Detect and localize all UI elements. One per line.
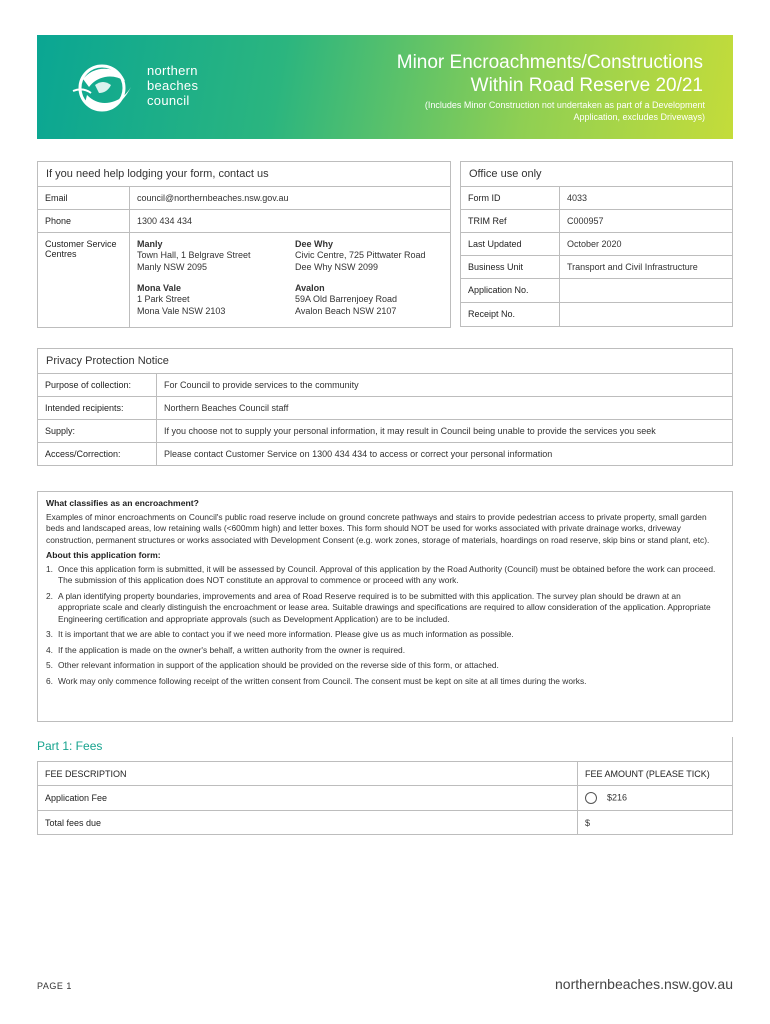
privacy-row-label: Purpose of collection: (38, 374, 157, 397)
total-fees-field[interactable]: $ (578, 811, 733, 835)
office-heading: Office use only (461, 162, 733, 187)
council-name-line: beaches (147, 78, 199, 93)
application-no-field[interactable] (560, 279, 733, 303)
phone-value: 1300 434 434 (130, 210, 451, 233)
council-name-line: northern (147, 63, 198, 78)
centre-address: 1 Park Street (137, 294, 190, 304)
form-subtitle: (Includes Minor Construction not undertaken as part of a Development Application, excludes Driveways) (424, 100, 705, 122)
part1-divider (732, 737, 733, 761)
council-name (147, 63, 198, 108)
last-updated-label: Last Updated (461, 233, 560, 256)
list-text: Other relevant information in support of the application should be provided on the reverse side of this form, or attached. (58, 660, 499, 670)
centres-cell (130, 233, 451, 328)
list-number: 3. (46, 629, 53, 639)
list-item (46, 629, 724, 641)
page-number: PAGE 1 (37, 981, 72, 991)
privacy-notice-table (37, 348, 733, 466)
council-logo-icon (69, 57, 139, 119)
business-unit-value: Transport and Civil Infrastructure (560, 256, 733, 279)
list-number: 4. (46, 644, 53, 655)
centre-address: Civic Centre, 725 Pittwater Road (295, 250, 426, 260)
trim-ref-value: C000957 (560, 210, 733, 233)
email-label: Email (38, 187, 130, 210)
part1-title: Part 1: Fees (37, 739, 103, 753)
council-name-line: council (147, 93, 190, 108)
privacy-row-value: If you choose not to supply your personal information, it may result in Council being unable to provide the services you seek (157, 420, 733, 443)
trim-ref-label: TRIM Ref (461, 210, 560, 233)
list-text: Work may only commence following receipt of the written consent from Council. The consent must be kept on site at all times during the works. (58, 675, 587, 686)
centre-name: Mona Vale (137, 283, 182, 293)
centre-address: Mona Vale NSW 2103 (137, 306, 226, 316)
list-item (46, 660, 724, 672)
centre-address: 59A Old Barrenjoey Road (295, 294, 398, 304)
total-fees-label: Total fees due (38, 811, 578, 835)
centre-address: Avalon Beach NSW 2107 (295, 306, 397, 316)
centre-address: Dee Why NSW 2099 (295, 262, 379, 272)
header-banner (37, 35, 733, 139)
encroachment-heading: What classifies as an encroachment? (46, 498, 199, 508)
centre-mona-vale (137, 283, 285, 317)
form-title (397, 51, 703, 97)
receipt-no-label: Receipt No. (461, 303, 560, 327)
centre-dee-why (295, 239, 443, 273)
centre-name: Dee Why (295, 239, 334, 249)
last-updated-value: October 2020 (560, 233, 733, 256)
application-fee-cell (578, 786, 733, 811)
phone-label: Phone (38, 210, 130, 233)
list-item (46, 564, 724, 587)
centre-name: Manly (137, 239, 163, 249)
about-heading: About this application form: (46, 550, 161, 560)
list-text: Once this application form is submitted, it will be assessed by Council. Approval of this application by the Road Authority (Council) must be obtained before the work can proceed. The submission of this application does NOT constitute an approval to commence or proceed with any work. (58, 563, 716, 585)
form-title-line1: Minor Encroachments/Constructions (396, 52, 703, 73)
list-number: 5. (46, 660, 53, 670)
privacy-row-value: For Council to provide services to the community (157, 374, 733, 397)
centre-avalon (295, 283, 443, 317)
centre-address: Manly NSW 2095 (137, 262, 208, 272)
list-item (46, 676, 724, 688)
application-fee-radio[interactable] (585, 792, 597, 804)
application-no-label: Application No. (461, 279, 560, 303)
form-id-value: 4033 (560, 187, 733, 210)
form-title-line2: Within Road Reserve 20/21 (470, 75, 703, 96)
fee-amount-header: FEE AMOUNT (PLEASE TICK) (578, 762, 733, 786)
about-list (46, 564, 724, 688)
business-unit-label: Business Unit (461, 256, 560, 279)
centre-manly (137, 239, 285, 273)
application-fee-amount: $216 (607, 792, 628, 803)
privacy-row-label: Access/Correction: (38, 443, 157, 466)
form-id-label: Form ID (461, 187, 560, 210)
privacy-heading: Privacy Protection Notice (38, 349, 733, 374)
privacy-row-value: Please contact Customer Service on 1300 434 434 to access or correct your personal information (157, 443, 733, 466)
office-use-table (460, 161, 733, 327)
email-value: council@northernbeaches.nsw.gov.au (130, 187, 451, 210)
list-text: If the application is made on the owner's behalf, a written authority from the owner is required. (58, 644, 406, 655)
help-contact-table (37, 161, 451, 328)
footer-website: northernbeaches.nsw.gov.au (555, 976, 733, 992)
application-fee-label: Application Fee (38, 786, 578, 811)
list-text: It is important that we are able to contact you if we need more information. Please give us as much information as possible. (58, 629, 514, 639)
list-item (46, 591, 724, 626)
centre-address: Town Hall, 1 Belgrave Street (137, 250, 251, 260)
receipt-no-field[interactable] (560, 303, 733, 327)
encroachment-text: Examples of minor encroachments on Council's public road reserve include on ground concrete pathways and stairs to provide pedestrian access to private property, small garden beds and landscaped areas, low retaining walls (<600mm high) and letter boxes. This form should NOT be used for works associated with private drainage works, driveway construction, permanent structures or works associated with Development Consent (e.g. work zones, storage of materials, hoardings on road reserve, skip bins or stand plant, etc). (46, 511, 710, 545)
list-number: 1. (46, 563, 53, 574)
list-number: 2. (46, 590, 53, 601)
privacy-row-label: Supply: (38, 420, 157, 443)
privacy-row-label: Intended recipients: (38, 397, 157, 420)
information-box (37, 491, 733, 722)
centres-label: Customer Service Centres (38, 233, 130, 328)
list-number: 6. (46, 675, 53, 686)
help-heading: If you need help lodging your form, contact us (38, 162, 451, 187)
list-item (46, 645, 724, 657)
centres-grid (137, 239, 443, 317)
centre-name: Avalon (295, 283, 325, 293)
privacy-row-value: Northern Beaches Council staff (157, 397, 733, 420)
list-text: A plan identifying property boundaries, improvements and area of Road Reserve required is to be submitted with this application. The survey plan should be drawn at an appropriate scale and clearly distinguish the encroachment or lease area. Suitable drawings and specifications are required to allow consideration of the application. Appropriate Engineering certification and appropriate approvals (such as Development Application) are to be included. (58, 590, 711, 624)
fee-description-header: FEE DESCRIPTION (38, 762, 578, 786)
fees-table (37, 761, 733, 835)
